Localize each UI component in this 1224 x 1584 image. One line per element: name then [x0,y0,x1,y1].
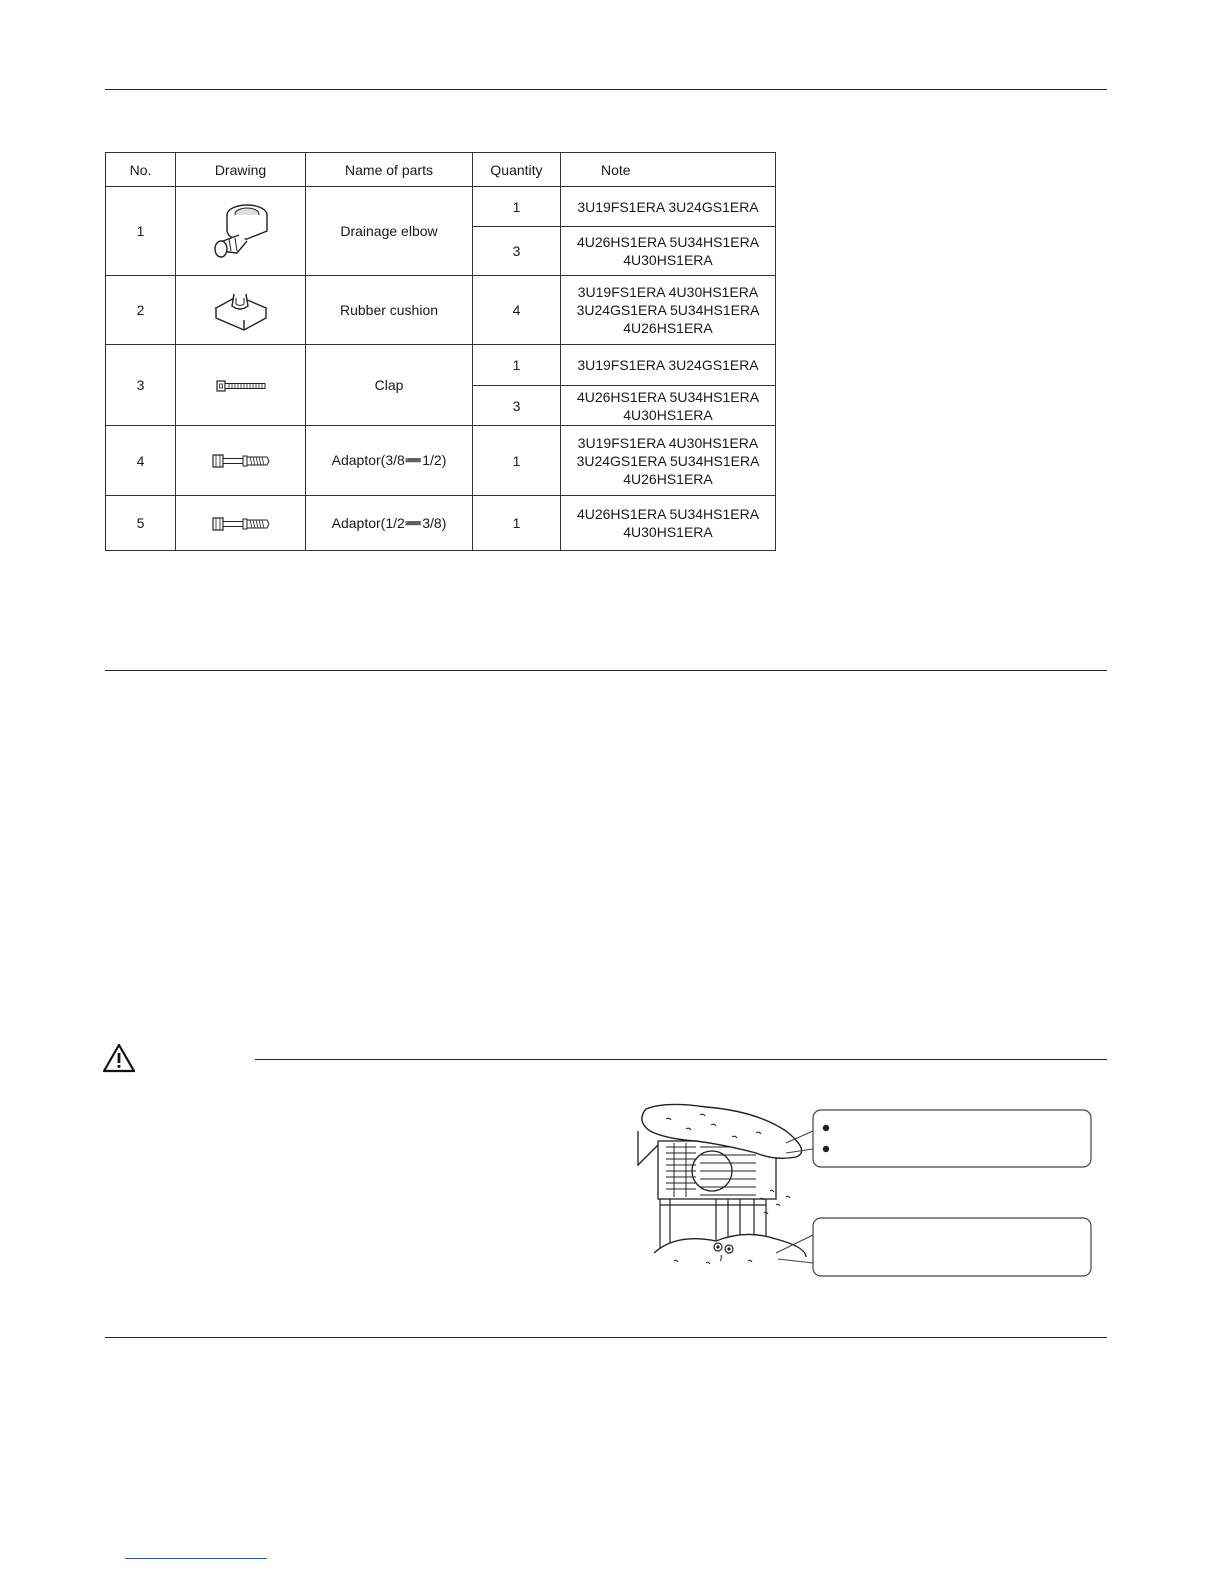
table-row [106,276,776,345]
row-no: 4 [106,426,176,496]
top-rule [105,89,1107,90]
row-note: 3U19FS1ERA 4U30HS1ERA 3U24GS1ERA 5U34HS1ERA 4U26HS1ERA [561,276,776,345]
section-divider [105,670,1107,671]
header-quantity: Quantity [473,153,561,187]
row-no: 5 [106,496,176,551]
rubber-cushion-icon [210,286,272,334]
header-note: Note [561,153,776,187]
table-row [106,345,776,386]
warning-triangle-icon [102,1043,136,1073]
row-name: Adaptor(3/8➖1/2) [306,426,473,496]
row-drawing [176,496,306,551]
row-no: 2 [106,276,176,345]
row-note: 3U19FS1ERA 3U24GS1ERA [561,345,776,386]
header-name-of-parts: Name of parts [306,153,473,187]
row-note: 4U26HS1ERA 5U34HS1ERA 4U30HS1ERA [561,496,776,551]
bottom-rule [105,1337,1107,1338]
row-drawing [176,276,306,345]
adaptor-icon [211,516,271,532]
row-no: 1 [106,187,176,276]
row-name: Drainage elbow [306,187,473,276]
table-row [106,426,776,496]
row-drawing [176,426,306,496]
table-row [106,187,776,227]
adaptor-icon [211,453,271,469]
table-row [106,496,776,551]
accessory-parts-table [105,152,776,551]
row-qty: 1 [473,345,561,386]
row-note: 3U19FS1ERA 3U24GS1ERA [561,187,776,227]
row-note: 4U26HS1ERA 5U34HS1ERA 4U30HS1ERA [561,386,776,426]
table-header-row [106,153,776,187]
row-name: Rubber cushion [306,276,473,345]
row-drawing [176,187,306,276]
row-qty: 1 [473,496,561,551]
header-drawing: Drawing [176,153,306,187]
row-qty: 3 [473,227,561,276]
row-note: 3U19FS1ERA 4U30HS1ERA 3U24GS1ERA 5U34HS1ERA 4U26HS1ERA [561,426,776,496]
row-name: Adaptor(1/2➖3/8) [306,496,473,551]
row-no: 3 [106,345,176,426]
footer-link-underline[interactable] [125,1558,267,1559]
row-name: Clap [306,345,473,426]
row-drawing [176,345,306,426]
row-qty: 4 [473,276,561,345]
row-qty: 1 [473,426,561,496]
header-no: No. [106,153,176,187]
snow-covered-outdoor-unit-illustration [636,1101,1106,1291]
caution-rule [255,1059,1107,1060]
drainage-elbow-icon [209,201,273,261]
row-qty: 3 [473,386,561,426]
row-note: 4U26HS1ERA 5U34HS1ERA 4U30HS1ERA [561,227,776,276]
row-qty: 1 [473,187,561,227]
clap-icon [215,379,267,393]
